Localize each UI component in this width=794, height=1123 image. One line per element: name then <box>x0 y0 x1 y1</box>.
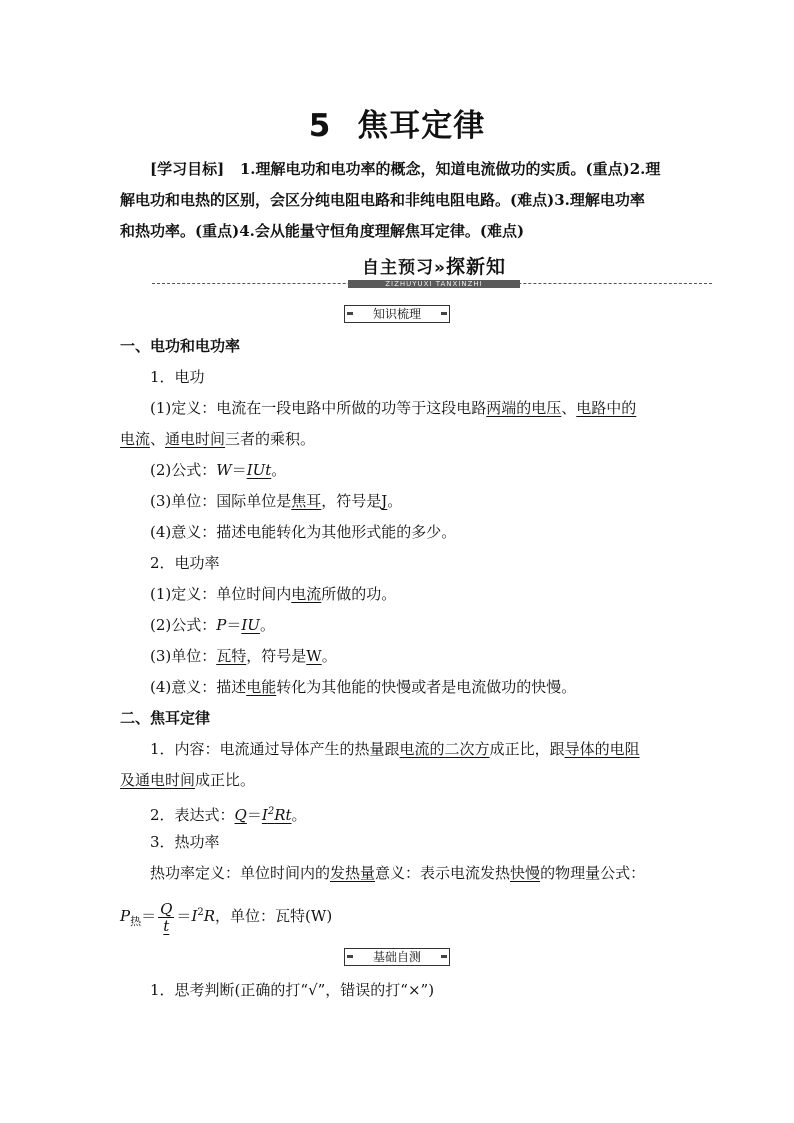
heat-power-line: 热功率定义：单位时间内的发热量意义：表示电流发热快慢的物理量公式： <box>150 864 646 882</box>
banner-title: 自主预习 <box>362 258 434 278</box>
tag-knowledge: 知识梳理 <box>344 305 450 323</box>
objectives-label: [学习目标] <box>150 160 225 178</box>
power-formula-line: (2)公式：P＝IU。 <box>150 616 275 634</box>
power-meaning-line: (4)意义：描述电能转化为其他能的快慢或者是电流做功的快慢。 <box>150 678 577 696</box>
objectives-line-2: 解电功和电热的区别，会区分纯电阻电路和非纯电阻电路。(难点)3.理解电功率 <box>120 191 645 209</box>
meaning-line: (4)意义：描述电能转化为其他形式能的多少。 <box>150 523 457 541</box>
section-title: 焦耳定律 <box>357 108 486 144</box>
objectives-line-1: [学习目标] 1.理解电功和电功率的概念，知道电流做功的实质。(重点)2.理 <box>150 160 661 178</box>
def-line-1: (1)定义：电流在一段电路中所做的功等于这段电路两端的电压、电路中的 <box>150 399 637 417</box>
sub-heading-1: 1．电功 <box>150 368 205 386</box>
banner-arrow-icon: » <box>434 258 446 278</box>
fraction: $\frac{Q}{t}$ <box>160 899 173 935</box>
heat-power-formula: $P_热=$ $\frac{Q}{t}$ $=I^2R$，单位：瓦特(W) <box>120 899 333 935</box>
section-banner <box>348 256 520 286</box>
objectives-line-3: 和热功率。(重点)4.会从能量守恒角度理解焦耳定律。(难点) <box>120 222 525 240</box>
joule-content-line-2: 及通电时间成正比。 <box>120 771 256 789</box>
heading-1: 一、电功和电功率 <box>120 337 241 355</box>
power-def-line: (1)定义：单位时间内电流所做的功。 <box>150 585 397 603</box>
expression-line: 2．表达式：$Q=I^2Rt$。 <box>150 806 307 824</box>
page-title <box>0 100 794 145</box>
section-number: 5 <box>308 108 332 144</box>
tag-self-test: 基础自测 <box>344 948 450 966</box>
power-unit-line: (3)单位：瓦特，符号是W。 <box>150 647 337 665</box>
heading-2: 二、焦耳定律 <box>120 709 211 727</box>
joule-content-line-1: 1．内容：电流通过导体产生的热量跟电流的二次方成正比，跟导体的电阻 <box>150 740 640 758</box>
formula-line: (2)公式：W＝IUt。 <box>150 461 287 479</box>
def-line-2: 电流、通电时间三者的乘积。 <box>120 430 316 448</box>
sub-heading-3: 3．热功率 <box>150 833 220 851</box>
unit-line: (3)单位：国际单位是焦耳，符号是J。 <box>150 492 403 510</box>
judge-instruction: 1．思考判断(正确的打“√”，错误的打“×”) <box>150 981 435 999</box>
banner-subtitle: ZIZHUYUXI TANXINZHI <box>348 280 520 288</box>
sub-heading-2: 2．电功率 <box>150 554 220 572</box>
banner-emph: 探新知 <box>445 256 506 278</box>
